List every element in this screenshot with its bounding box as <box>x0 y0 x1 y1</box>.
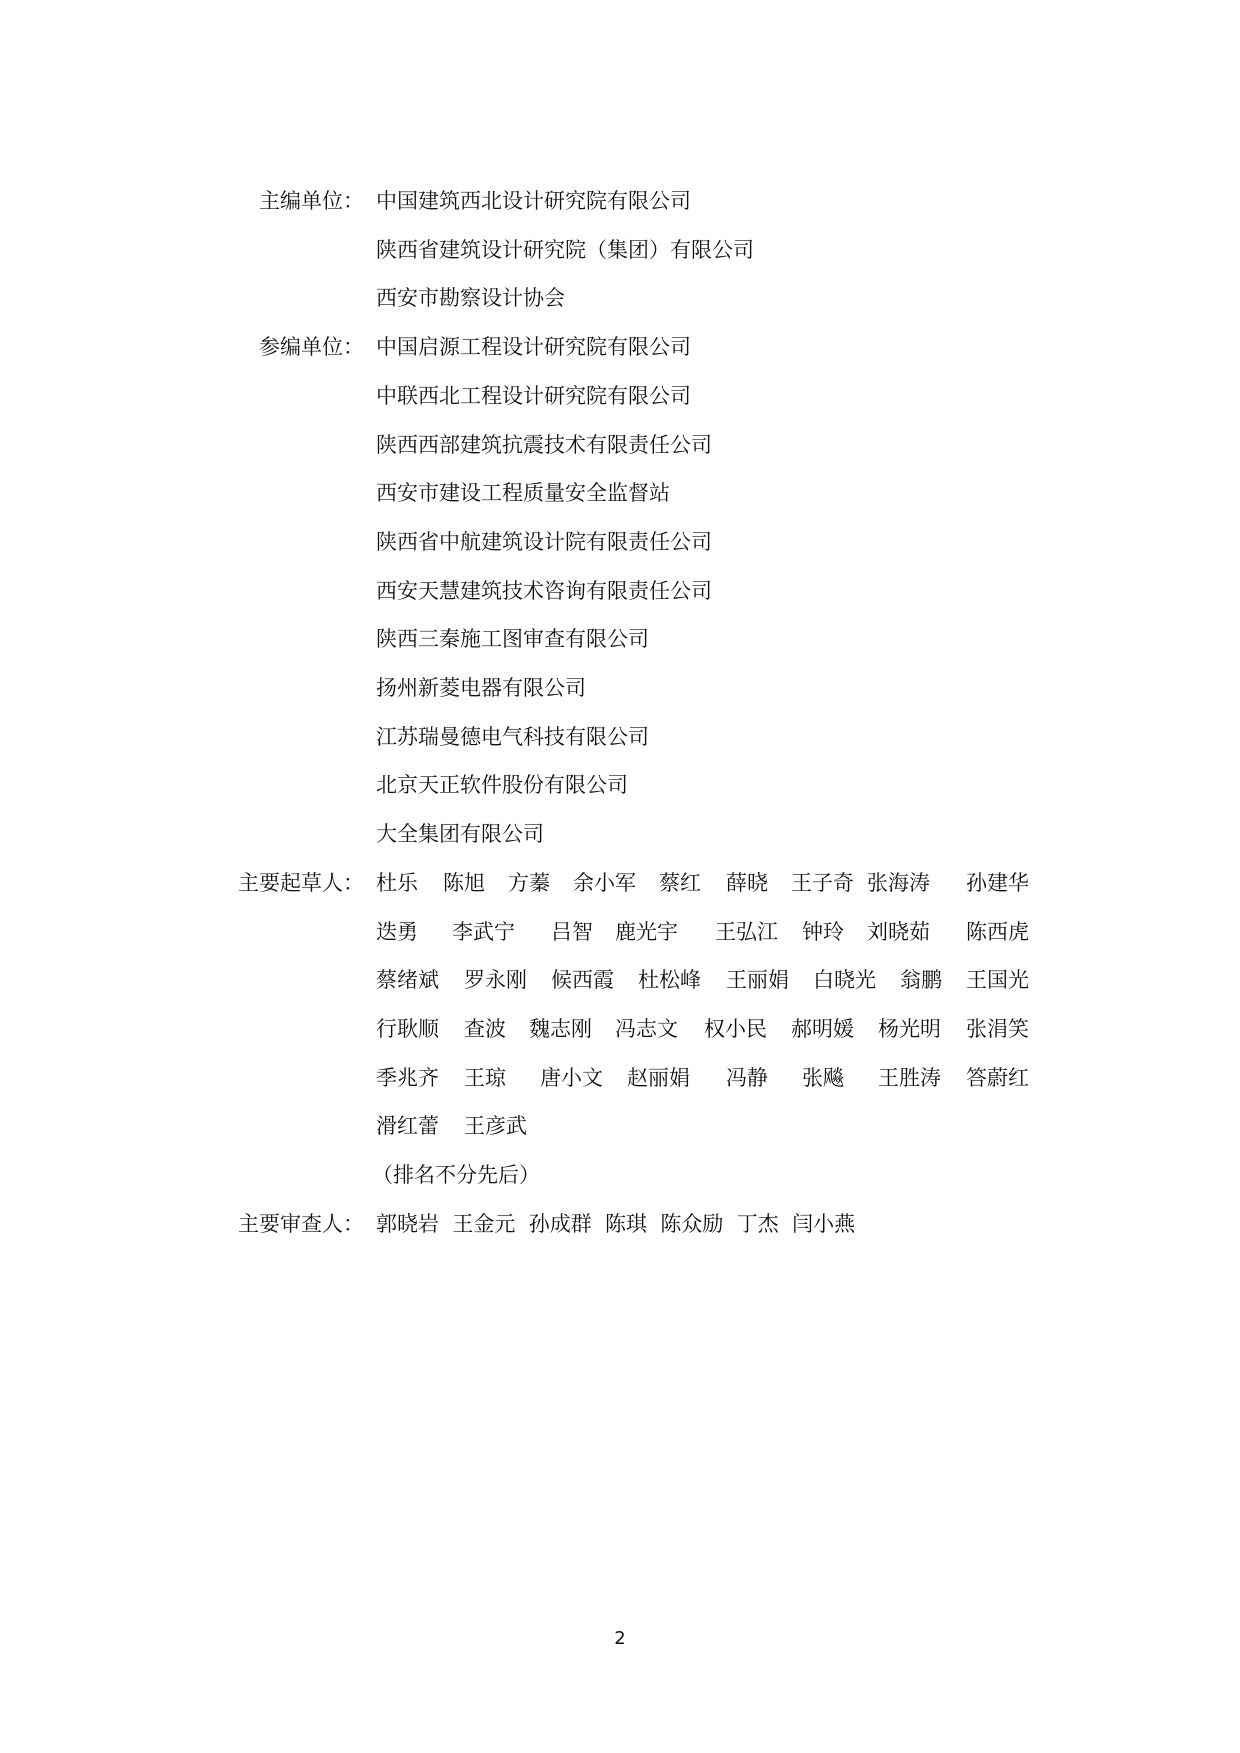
drafter-name: 答蔚红 <box>966 1065 1029 1090</box>
drafter-name: 季兆齐 <box>376 1065 439 1090</box>
drafter-name: 吕智 <box>551 919 593 944</box>
drafter-name: 白晓光 <box>813 968 876 993</box>
drafter-name: 杨光明 <box>878 1016 941 1041</box>
drafter-name: 冯静 <box>726 1065 768 1090</box>
drafter-name: 杜乐 <box>376 870 418 895</box>
drafter-name: 张飚 <box>802 1065 844 1090</box>
drafter-name: 王弘江 <box>715 919 778 944</box>
drafter-name: 魏志刚 <box>529 1016 592 1041</box>
participating-unit: 西安市建设工程质量安全监督站 <box>376 481 670 506</box>
drafter-name: 罗永刚 <box>464 968 527 993</box>
drafter-name: 杜松峰 <box>638 968 701 993</box>
drafter-name: 赵丽娟 <box>627 1065 690 1090</box>
drafter-name: 蔡绪斌 <box>376 968 439 993</box>
drafter-name: 滑红蕾 <box>376 1114 439 1139</box>
drafter-name: 翁鹏 <box>900 968 942 993</box>
drafter-name: 张海涛 <box>867 870 930 895</box>
drafter-name: 孙建华 <box>966 870 1029 895</box>
drafter-name: 钟玲 <box>802 919 844 944</box>
drafter-name: 迭勇 <box>376 919 418 944</box>
participating-unit: 西安天慧建筑技术咨询有限责任公司 <box>376 578 712 603</box>
participating-unit: 陕西省中航建筑设计院有限责任公司 <box>376 529 712 554</box>
participating-unit: 陕西三秦施工图审查有限公司 <box>376 627 649 652</box>
participating-unit: 扬州新菱电器有限公司 <box>376 676 586 700</box>
drafter-name: 张涓笑 <box>966 1016 1029 1041</box>
drafter-name: 方蓁 <box>508 870 550 895</box>
drafter-name: 权小民 <box>704 1016 767 1041</box>
drafter-name: 李武宁 <box>452 919 515 944</box>
participating-unit: 中联西北工程设计研究院有限公司 <box>376 383 691 408</box>
drafter-name: 郝明媛 <box>791 1016 854 1041</box>
drafter-name: 刘晓茹 <box>867 919 930 944</box>
drafter-name: 余小军 <box>573 870 636 895</box>
drafter-name: 王琼 <box>464 1065 506 1090</box>
drafter-name: 王胜涛 <box>878 1065 941 1090</box>
drafter-name: 候西霞 <box>551 968 614 993</box>
drafter-name: 鹿光宇 <box>615 919 678 944</box>
drafter-name: 王子奇 <box>791 870 854 895</box>
drafter-name: 唐小文 <box>540 1065 603 1090</box>
drafter-name: 冯志文 <box>615 1016 678 1041</box>
drafter-name: 王彦武 <box>464 1114 527 1139</box>
drafter-name: 行耿顺 <box>376 1016 439 1041</box>
participating-units-label: 参编单位： <box>259 335 364 360</box>
chief-units-label: 主编单位： <box>259 189 364 213</box>
drafter-name: 蔡红 <box>659 870 701 895</box>
participating-unit: 江苏瑞曼德电气科技有限公司 <box>376 724 649 749</box>
drafter-name: 薛晓 <box>726 870 768 895</box>
chief-unit: 中国建筑西北设计研究院有限公司 <box>376 189 691 213</box>
chief-unit: 陕西省建筑设计研究院（集团）有限公司 <box>376 237 754 262</box>
participating-unit: 大全集团有限公司 <box>376 822 544 847</box>
reviewers-label: 主要审查人： <box>238 1211 364 1236</box>
drafter-name: 王丽娟 <box>726 968 789 993</box>
drafter-name: 查波 <box>464 1016 506 1041</box>
ranking-note: （排名不分先后） <box>372 1163 540 1187</box>
participating-unit: 北京天正软件股份有限公司 <box>376 773 628 798</box>
drafter-name: 王国光 <box>966 968 1029 993</box>
chief-unit: 西安市勘察设计协会 <box>376 286 565 311</box>
participating-unit: 中国启源工程设计研究院有限公司 <box>376 335 691 360</box>
reviewer-names: 郭晓岩 王金元 孙成群 陈琪 陈众励 丁杰 闫小燕 <box>376 1211 856 1236</box>
drafter-name: 陈旭 <box>443 870 485 895</box>
page-number: 2 <box>614 1628 626 1649</box>
participating-unit: 陕西西部建筑抗震技术有限责任公司 <box>376 432 712 457</box>
drafters-label: 主要起草人： <box>238 870 364 895</box>
drafter-name: 陈西虎 <box>966 919 1029 944</box>
